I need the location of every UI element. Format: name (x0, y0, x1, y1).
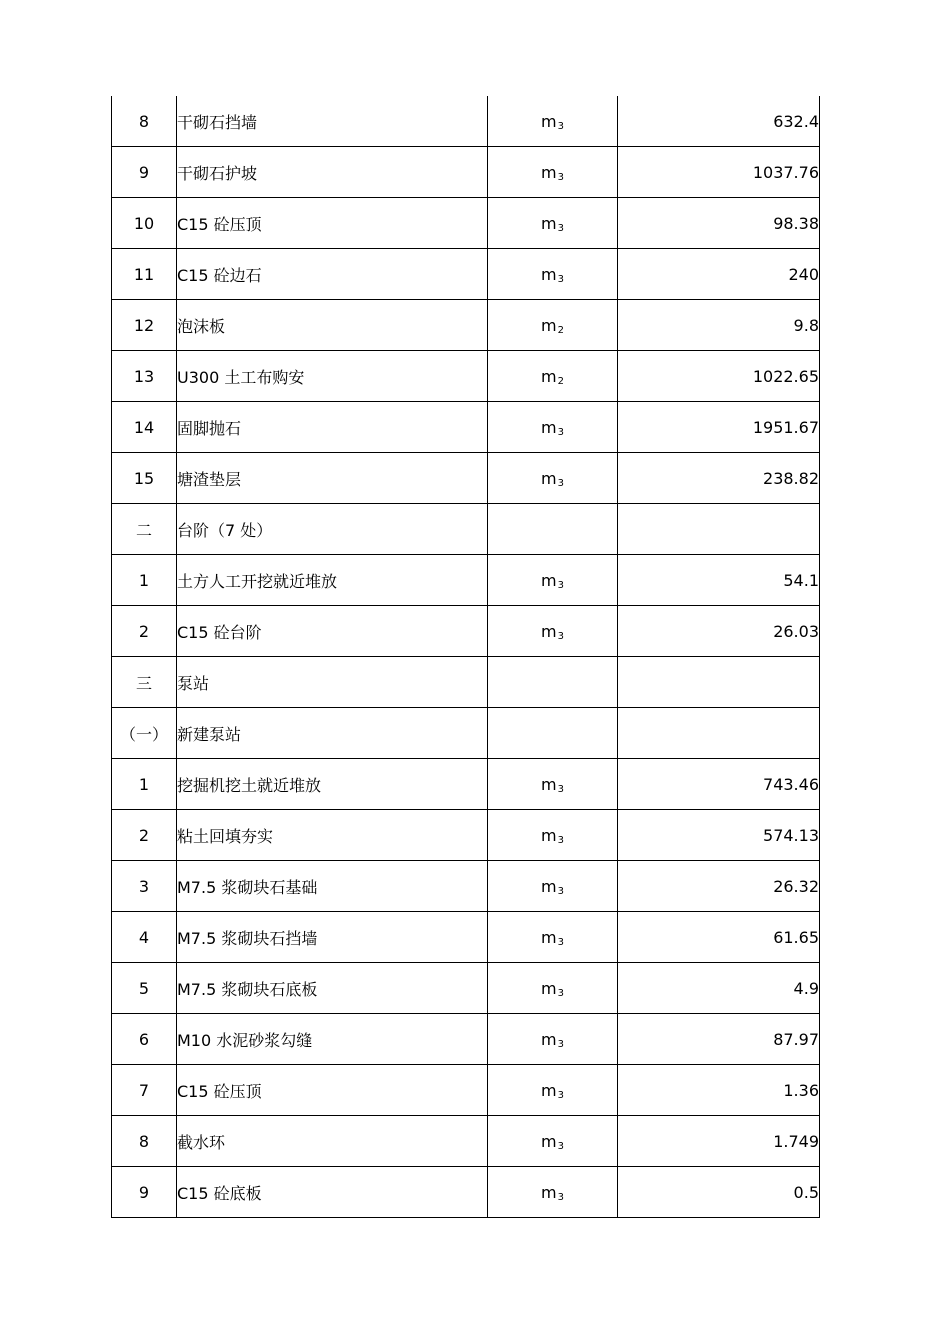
item-number-cell: 6 (112, 1014, 177, 1065)
item-name-cell: M7.5 浆砌块石底板 (177, 963, 488, 1014)
table-row (112, 861, 820, 912)
item-name-cell: M7.5 浆砌块石挡墙 (177, 912, 488, 963)
unit-base: m (541, 468, 557, 488)
item-name-cell: C15 砼边石 (177, 249, 488, 300)
table-row (112, 810, 820, 861)
item-number-cell: 2 (112, 606, 177, 657)
quantity-cell (618, 657, 820, 708)
unit-cell (488, 1167, 618, 1218)
unit-exponent: 3 (557, 936, 564, 948)
item-name-cell: U300 土工布购安 (177, 351, 488, 402)
table-row (112, 1065, 820, 1116)
quantity-cell: 54.1 (618, 555, 820, 606)
unit-cell (488, 1014, 618, 1065)
unit-cell (488, 555, 618, 606)
unit-exponent: 2 (557, 324, 564, 336)
unit-exponent: 3 (557, 783, 564, 795)
quantity-cell: 632.4 (618, 96, 820, 147)
quantity-cell: 574.13 (618, 810, 820, 861)
unit-cell (488, 708, 618, 759)
item-name-cell: 泡沫板 (177, 300, 488, 351)
item-name-cell: 粘土回填夯实 (177, 810, 488, 861)
item-name-cell: C15 砼压顶 (177, 198, 488, 249)
quantity-cell: 1037.76 (618, 147, 820, 198)
item-name-cell: 截水环 (177, 1116, 488, 1167)
unit-exponent: 3 (557, 426, 564, 438)
unit-base: m (541, 1080, 557, 1100)
table-row (112, 963, 820, 1014)
quantity-cell (618, 708, 820, 759)
table-row (112, 759, 820, 810)
table-row (112, 453, 820, 504)
quantity-cell: 9.8 (618, 300, 820, 351)
table-row (112, 147, 820, 198)
table-row (112, 606, 820, 657)
table-row (112, 912, 820, 963)
item-number-cell: 15 (112, 453, 177, 504)
unit-cell (488, 453, 618, 504)
unit-exponent: 3 (557, 834, 564, 846)
item-name-cell: 挖掘机挖土就近堆放 (177, 759, 488, 810)
table-row (112, 198, 820, 249)
unit-cell (488, 1116, 618, 1167)
unit-exponent: 3 (557, 1140, 564, 1152)
item-number-cell: 10 (112, 198, 177, 249)
quantity-cell: 238.82 (618, 453, 820, 504)
table-row (112, 1014, 820, 1065)
quantity-cell: 26.03 (618, 606, 820, 657)
unit-base: m (541, 978, 557, 998)
quantity-cell: 240 (618, 249, 820, 300)
quantity-cell: 4.9 (618, 963, 820, 1014)
item-number-cell: 11 (112, 249, 177, 300)
unit-exponent: 2 (557, 375, 564, 387)
item-name-cell: M10 水泥砂浆勾缝 (177, 1014, 488, 1065)
unit-cell (488, 300, 618, 351)
item-name-cell: 固脚抛石 (177, 402, 488, 453)
unit-cell (488, 96, 618, 147)
quantity-table-sheet (111, 96, 819, 1218)
unit-cell (488, 249, 618, 300)
table-row (112, 351, 820, 402)
unit-base: m (541, 111, 557, 131)
unit-exponent: 3 (557, 273, 564, 285)
unit-base: m (541, 1182, 557, 1202)
item-name-cell: 土方人工开挖就近堆放 (177, 555, 488, 606)
unit-base: m (541, 366, 557, 386)
item-number-cell: 2 (112, 810, 177, 861)
item-number-cell: 9 (112, 1167, 177, 1218)
item-number-cell: 3 (112, 861, 177, 912)
unit-base: m (541, 570, 557, 590)
quantity-cell (618, 504, 820, 555)
unit-exponent: 3 (557, 630, 564, 642)
unit-exponent: 3 (557, 120, 564, 132)
item-number-cell: 12 (112, 300, 177, 351)
unit-base: m (541, 315, 557, 335)
unit-cell (488, 351, 618, 402)
unit-cell (488, 912, 618, 963)
quantity-cell: 87.97 (618, 1014, 820, 1065)
item-number-cell: 8 (112, 96, 177, 147)
table-row (112, 300, 820, 351)
unit-cell (488, 759, 618, 810)
item-name-cell: 塘渣垫层 (177, 453, 488, 504)
quantity-cell: 26.32 (618, 861, 820, 912)
unit-base: m (541, 876, 557, 896)
unit-cell (488, 402, 618, 453)
quantity-cell: 1022.65 (618, 351, 820, 402)
quantity-table (111, 96, 820, 1218)
table-row (112, 249, 820, 300)
unit-cell (488, 198, 618, 249)
quantity-cell: 0.5 (618, 1167, 820, 1218)
item-name-cell: C15 砼底板 (177, 1167, 488, 1218)
table-row (112, 1167, 820, 1218)
item-number-cell: 9 (112, 147, 177, 198)
unit-exponent: 3 (557, 1038, 564, 1050)
item-number-cell: 1 (112, 759, 177, 810)
item-name-cell: M7.5 浆砌块石基础 (177, 861, 488, 912)
unit-base: m (541, 417, 557, 437)
item-number-cell: 二 (112, 504, 177, 555)
unit-base: m (541, 213, 557, 233)
item-number-cell: 14 (112, 402, 177, 453)
unit-cell (488, 1065, 618, 1116)
quantity-cell: 61.65 (618, 912, 820, 963)
unit-cell (488, 810, 618, 861)
item-number-cell: 5 (112, 963, 177, 1014)
unit-base: m (541, 264, 557, 284)
unit-cell (488, 861, 618, 912)
unit-exponent: 3 (557, 987, 564, 999)
item-number-cell: 三 (112, 657, 177, 708)
unit-cell (488, 147, 618, 198)
table-row (112, 96, 820, 147)
unit-base: m (541, 825, 557, 845)
item-name-cell: C15 砼压顶 (177, 1065, 488, 1116)
unit-cell (488, 504, 618, 555)
unit-base: m (541, 162, 557, 182)
unit-cell (488, 963, 618, 1014)
item-number-cell: （一） (112, 708, 177, 759)
item-name-cell: 台阶（7 处） (177, 504, 488, 555)
unit-base: m (541, 1029, 557, 1049)
quantity-cell: 1.36 (618, 1065, 820, 1116)
quantity-cell: 98.38 (618, 198, 820, 249)
table-row (112, 708, 820, 759)
unit-exponent: 3 (557, 171, 564, 183)
quantity-cell: 743.46 (618, 759, 820, 810)
unit-base: m (541, 774, 557, 794)
table-row (112, 504, 820, 555)
item-number-cell: 7 (112, 1065, 177, 1116)
unit-exponent: 3 (557, 1191, 564, 1203)
quantity-table-body (112, 96, 820, 1218)
item-number-cell: 4 (112, 912, 177, 963)
item-name-cell: 干砌石挡墙 (177, 96, 488, 147)
item-name-cell: C15 砼台阶 (177, 606, 488, 657)
unit-exponent: 3 (557, 1089, 564, 1101)
unit-cell (488, 606, 618, 657)
item-name-cell: 干砌石护坡 (177, 147, 488, 198)
unit-base: m (541, 621, 557, 641)
unit-base: m (541, 1131, 557, 1151)
item-number-cell: 8 (112, 1116, 177, 1167)
unit-exponent: 3 (557, 579, 564, 591)
table-row (112, 1116, 820, 1167)
unit-exponent: 3 (557, 885, 564, 897)
table-row (112, 402, 820, 453)
unit-cell (488, 657, 618, 708)
table-row (112, 555, 820, 606)
quantity-cell: 1.749 (618, 1116, 820, 1167)
item-name-cell: 泵站 (177, 657, 488, 708)
unit-base: m (541, 927, 557, 947)
item-number-cell: 13 (112, 351, 177, 402)
unit-exponent: 3 (557, 477, 564, 489)
quantity-cell: 1951.67 (618, 402, 820, 453)
item-name-cell: 新建泵站 (177, 708, 488, 759)
table-row (112, 657, 820, 708)
item-number-cell: 1 (112, 555, 177, 606)
unit-exponent: 3 (557, 222, 564, 234)
